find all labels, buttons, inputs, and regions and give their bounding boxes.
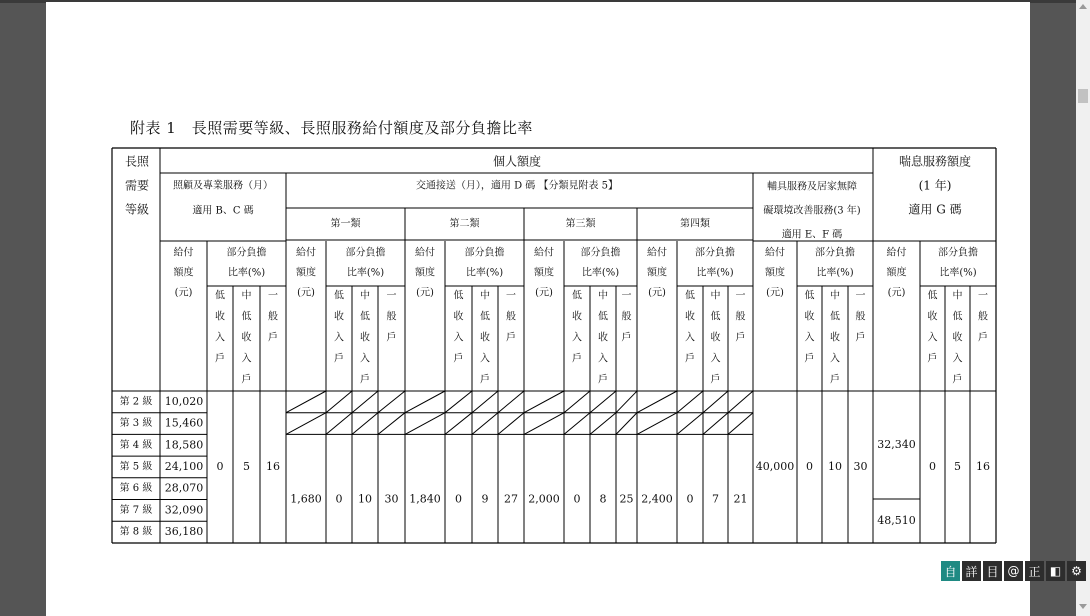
pay-amount-header: (元) [174, 287, 193, 299]
pay-amount-header: (元) [648, 287, 666, 299]
pay-amount-header: (元) [416, 287, 434, 299]
na-hatch-line [286, 391, 326, 413]
transport-rate-value: 9 [481, 492, 489, 506]
document-title: 附表 1 長照需要等級、長照服務給付額度及部分負擔比率 [130, 119, 533, 137]
transport-rate-value: 25 [619, 492, 634, 506]
level-label: 第 3 級 [119, 418, 153, 430]
assist-service-header: 適用 E、F 碼 [781, 229, 843, 241]
mid-low-income-header: 收 [480, 332, 490, 344]
general-household-header: 般 [735, 311, 746, 323]
general-household-header: 一 [506, 290, 516, 302]
assist-service-header: 礙環境改善服務(3 年) [763, 205, 861, 217]
respite-header: 適用 G 碼 [908, 202, 962, 217]
mid-low-income-header: 入 [360, 353, 370, 365]
na-hatch-line [498, 413, 524, 435]
na-hatch-line [564, 391, 590, 413]
mid-low-income-header: 入 [830, 353, 840, 365]
scroll-thumb[interactable] [1078, 89, 1088, 103]
pay-amount-header: 額度 [173, 267, 194, 279]
general-household-header: 般 [268, 311, 278, 323]
mid-low-income-header: 入 [480, 353, 490, 365]
care-rate-value: 16 [266, 459, 280, 473]
general-household-header: 般 [855, 311, 866, 323]
na-hatch-line [378, 391, 405, 413]
mid-low-income-header: 入 [241, 353, 252, 365]
na-hatch-line [378, 413, 405, 435]
mid-low-income-header: 入 [598, 353, 608, 365]
mid-low-income-header: 戶 [360, 374, 370, 386]
assist-rate-value: 0 [806, 459, 813, 473]
care-rate-value: 0 [216, 459, 224, 473]
ime-toolbar [941, 561, 1086, 581]
general-household-header: 般 [978, 311, 988, 323]
low-income-header: 入 [334, 332, 344, 344]
care-amount-value: 10,020 [164, 394, 204, 408]
pay-amount-header: (元) [535, 287, 553, 299]
transport-rate-value: 27 [504, 492, 518, 506]
level-label: 第 4 級 [119, 439, 153, 451]
level-col-header: 等級 [124, 202, 150, 217]
transport-rate-value: 8 [599, 492, 607, 506]
care-amount-value: 24,100 [164, 459, 204, 473]
transport-rate-value: 0 [686, 492, 694, 506]
level-label: 第 8 級 [119, 526, 153, 538]
mid-low-income-header: 中 [360, 290, 370, 302]
respite-rate-value: 16 [976, 459, 990, 473]
level-label: 第 6 級 [119, 483, 153, 495]
mid-low-income-header: 戶 [598, 374, 608, 386]
assist-amount-value: 40,000 [755, 459, 795, 473]
pay-amount-header: 給付 [765, 247, 785, 259]
general-household-header: 一 [978, 290, 988, 302]
na-hatch-line [445, 391, 472, 413]
transport-category-label: 第一類 [330, 218, 361, 230]
share-rate-header: 比率(%) [227, 267, 266, 279]
na-hatch-line [405, 391, 445, 413]
transport-rate-value: 10 [358, 492, 372, 506]
pay-amount-header: 給付 [296, 247, 316, 259]
respite-amount-value: 48,510 [877, 514, 916, 527]
ime-symbol-icon[interactable]: @ [1004, 561, 1023, 581]
assist-rate-value: 10 [828, 459, 842, 473]
share-rate-header: 部分負擔 [938, 247, 978, 259]
low-income-header: 戶 [453, 353, 464, 365]
general-household-header: 戶 [506, 332, 516, 344]
low-income-header: 低 [804, 290, 815, 302]
general-household-header: 戶 [386, 332, 397, 344]
pay-amount-header: (元) [887, 287, 906, 299]
general-household-header: 戶 [268, 332, 278, 344]
pay-amount-header: 給付 [173, 247, 194, 259]
mid-low-income-header: 收 [710, 332, 721, 344]
na-hatch-line [590, 413, 616, 435]
share-rate-header: 部分負擔 [815, 247, 855, 259]
ime-settings-icon[interactable]: ⚙ [1067, 561, 1086, 581]
share-rate-header: 部分負擔 [226, 247, 267, 259]
pay-amount-header: 額度 [647, 267, 667, 279]
mid-low-income-header: 低 [830, 311, 840, 323]
general-household-header: 般 [621, 311, 632, 323]
transport-rate-value: 30 [384, 492, 399, 506]
pay-amount-header: 額度 [765, 267, 785, 279]
pay-amount-header: 額度 [415, 267, 435, 279]
level-label: 第 2 級 [119, 396, 153, 408]
mid-low-income-header: 收 [830, 332, 840, 344]
na-hatch-line [637, 413, 677, 435]
share-rate-header: 部分負擔 [695, 247, 735, 259]
respite-header: 喘息服務額度 [898, 154, 972, 169]
low-income-header: 戶 [685, 353, 695, 365]
share-rate-header: 比率(%) [465, 267, 504, 279]
mid-low-income-header: 低 [710, 311, 721, 323]
level-label: 第 7 級 [119, 504, 153, 516]
transport-category-label: 第三類 [565, 218, 596, 230]
low-income-header: 入 [453, 332, 464, 344]
low-income-header: 入 [572, 332, 582, 344]
na-hatch-line [677, 413, 703, 435]
pay-amount-header: (元) [297, 287, 315, 299]
mid-low-income-header: 中 [598, 290, 608, 302]
transport-rate-value: 0 [573, 492, 581, 506]
pay-amount-header: 額度 [296, 267, 316, 279]
respite-header: (1 年) [918, 178, 952, 193]
na-hatch-line [445, 413, 472, 435]
na-hatch-line [703, 391, 728, 413]
share-rate-header: 部分負擔 [345, 247, 386, 259]
na-hatch-line [498, 391, 524, 413]
low-income-header: 戶 [927, 353, 938, 365]
low-income-header: 低 [215, 290, 225, 302]
mid-low-income-header: 戶 [830, 374, 840, 386]
share-rate-header: 比率(%) [939, 267, 977, 279]
transport-amount-value: 2,000 [528, 492, 560, 506]
na-hatch-line [405, 413, 445, 435]
mid-low-income-header: 中 [952, 290, 963, 302]
general-household-header: 戶 [855, 332, 866, 344]
low-income-header: 收 [927, 311, 938, 323]
low-income-header: 戶 [572, 353, 582, 365]
mid-low-income-header: 戶 [952, 374, 963, 386]
mid-low-income-header: 收 [598, 332, 608, 344]
general-household-header: 般 [506, 311, 516, 323]
care-amount-value: 32,090 [164, 503, 204, 517]
respite-amount-value: 32,340 [877, 438, 916, 451]
care-rate-value: 5 [243, 459, 250, 473]
low-income-header: 收 [215, 311, 225, 323]
mid-low-income-header: 低 [360, 311, 370, 323]
na-hatch-line [590, 391, 616, 413]
care-service-header: 適用 B、C 碼 [192, 205, 254, 217]
scroll-down-icon[interactable] [1079, 604, 1087, 609]
mid-low-income-header: 低 [598, 311, 608, 323]
mid-low-income-header: 收 [360, 332, 370, 344]
low-income-header: 低 [453, 290, 464, 302]
respite-rate-value: 5 [954, 459, 961, 473]
ime-menu-icon[interactable]: 目 [983, 561, 1002, 581]
general-household-header: 一 [855, 290, 866, 302]
general-household-header: 一 [386, 290, 397, 302]
na-hatch-line [326, 413, 352, 435]
care-amount-value: 15,460 [164, 416, 204, 430]
low-income-header: 收 [453, 311, 464, 323]
na-hatch-line [352, 413, 378, 435]
transport-category-label: 第二類 [449, 218, 480, 230]
mid-low-income-header: 收 [241, 332, 252, 344]
share-rate-header: 部分負擔 [464, 247, 505, 259]
transport-amount-value: 2,400 [641, 492, 673, 506]
share-rate-header: 比率(%) [346, 267, 385, 279]
transport-amount-value: 1,840 [409, 492, 441, 506]
low-income-header: 收 [804, 311, 815, 323]
mid-low-income-header: 戶 [710, 374, 721, 386]
transport-category-label: 第四類 [680, 218, 710, 230]
share-rate-header: 部分負擔 [580, 247, 621, 259]
share-rate-header: 比率(%) [696, 267, 734, 279]
level-label: 第 5 級 [119, 461, 153, 473]
low-income-header: 戶 [804, 353, 815, 365]
assist-rate-value: 30 [853, 459, 868, 473]
general-household-header: 戶 [621, 332, 632, 344]
pay-amount-header: (元) [766, 287, 784, 299]
general-household-header: 戶 [735, 332, 746, 344]
transport-amount-value: 1,680 [290, 492, 322, 506]
na-hatch-line [616, 391, 637, 413]
general-household-header: 一 [735, 290, 746, 302]
low-income-header: 戶 [334, 353, 344, 365]
na-hatch-line [677, 391, 703, 413]
share-rate-header: 比率(%) [816, 267, 854, 279]
na-hatch-line [472, 413, 498, 435]
care-amount-value: 18,580 [164, 438, 204, 452]
mid-low-income-header: 入 [710, 353, 721, 365]
na-hatch-line [352, 391, 378, 413]
na-hatch-line [703, 413, 728, 435]
transport-rate-value: 21 [733, 492, 748, 506]
mid-low-income-header: 低 [480, 311, 490, 323]
low-income-header: 收 [572, 311, 582, 323]
na-hatch-line [286, 413, 326, 435]
mid-low-income-header: 低 [241, 311, 252, 323]
care-amount-value: 28,070 [164, 481, 204, 495]
mid-low-income-header: 中 [480, 290, 490, 302]
transport-rate-value: 7 [712, 492, 719, 506]
mid-low-income-header: 中 [830, 290, 840, 302]
mid-low-income-header: 低 [952, 311, 963, 323]
general-household-header: 戶 [978, 332, 988, 344]
respite-rate-value: 0 [929, 459, 936, 473]
na-hatch-line [472, 391, 498, 413]
low-income-header: 入 [215, 332, 225, 344]
mid-low-income-header: 收 [952, 332, 963, 344]
pay-amount-header: 額度 [886, 267, 907, 279]
pay-amount-header: 額度 [534, 267, 554, 279]
na-hatch-line [326, 391, 352, 413]
low-income-header: 入 [804, 332, 815, 344]
low-income-header: 收 [334, 311, 344, 323]
general-household-header: 般 [386, 311, 397, 323]
assist-service-header: 輔具服務及居家無障 [767, 181, 857, 193]
mid-low-income-header: 戶 [241, 374, 252, 386]
general-household-header: 一 [268, 290, 278, 302]
low-income-header: 低 [572, 290, 582, 302]
low-income-header: 低 [927, 290, 938, 302]
scroll-up-icon[interactable] [1079, 4, 1087, 9]
ime-phrase-icon[interactable]: 詳 [962, 561, 981, 581]
low-income-header: 低 [685, 290, 695, 302]
level-col-header: 需要 [124, 178, 150, 193]
pay-amount-header: 給付 [886, 247, 907, 259]
low-income-header: 入 [685, 332, 695, 344]
personal-amount-header: 個人額度 [492, 154, 542, 169]
care-amount-value: 36,180 [164, 525, 204, 539]
mid-low-income-header: 中 [710, 290, 721, 302]
ime-fullwidth-icon[interactable]: 正 [1025, 561, 1044, 581]
pay-amount-header: 給付 [647, 247, 667, 259]
na-hatch-line [728, 413, 753, 435]
transport-rate-value: 0 [455, 492, 462, 506]
general-household-header: 一 [621, 290, 632, 302]
low-income-header: 低 [334, 290, 344, 302]
low-income-header: 戶 [215, 353, 225, 365]
mid-low-income-header: 入 [952, 353, 963, 365]
mid-low-income-header: 中 [241, 290, 252, 302]
care-service-header: 照顧及專業服務（月） [173, 180, 273, 192]
pay-amount-header: 給付 [534, 247, 554, 259]
share-rate-header: 比率(%) [581, 267, 620, 279]
vertical-scrollbar[interactable] [1076, 0, 1090, 616]
pay-amount-header: 給付 [415, 247, 435, 259]
na-hatch-line [524, 391, 564, 413]
transport-header: 交通接送（月），適用 D 碼 【分類見附表 5】 [415, 180, 619, 192]
transport-rate-value: 0 [335, 492, 343, 506]
mid-low-income-header: 戶 [480, 374, 490, 386]
ime-switch-icon[interactable]: ◧ [1046, 561, 1065, 581]
low-income-header: 入 [927, 332, 938, 344]
na-hatch-line [564, 413, 590, 435]
na-hatch-line [616, 413, 637, 435]
level-col-header: 長照 [124, 154, 150, 169]
na-hatch-line [728, 391, 753, 413]
na-hatch-line [637, 391, 677, 413]
na-hatch-line [524, 413, 564, 435]
ime-mode-icon[interactable]: 自 [941, 561, 960, 581]
low-income-header: 收 [685, 311, 695, 323]
